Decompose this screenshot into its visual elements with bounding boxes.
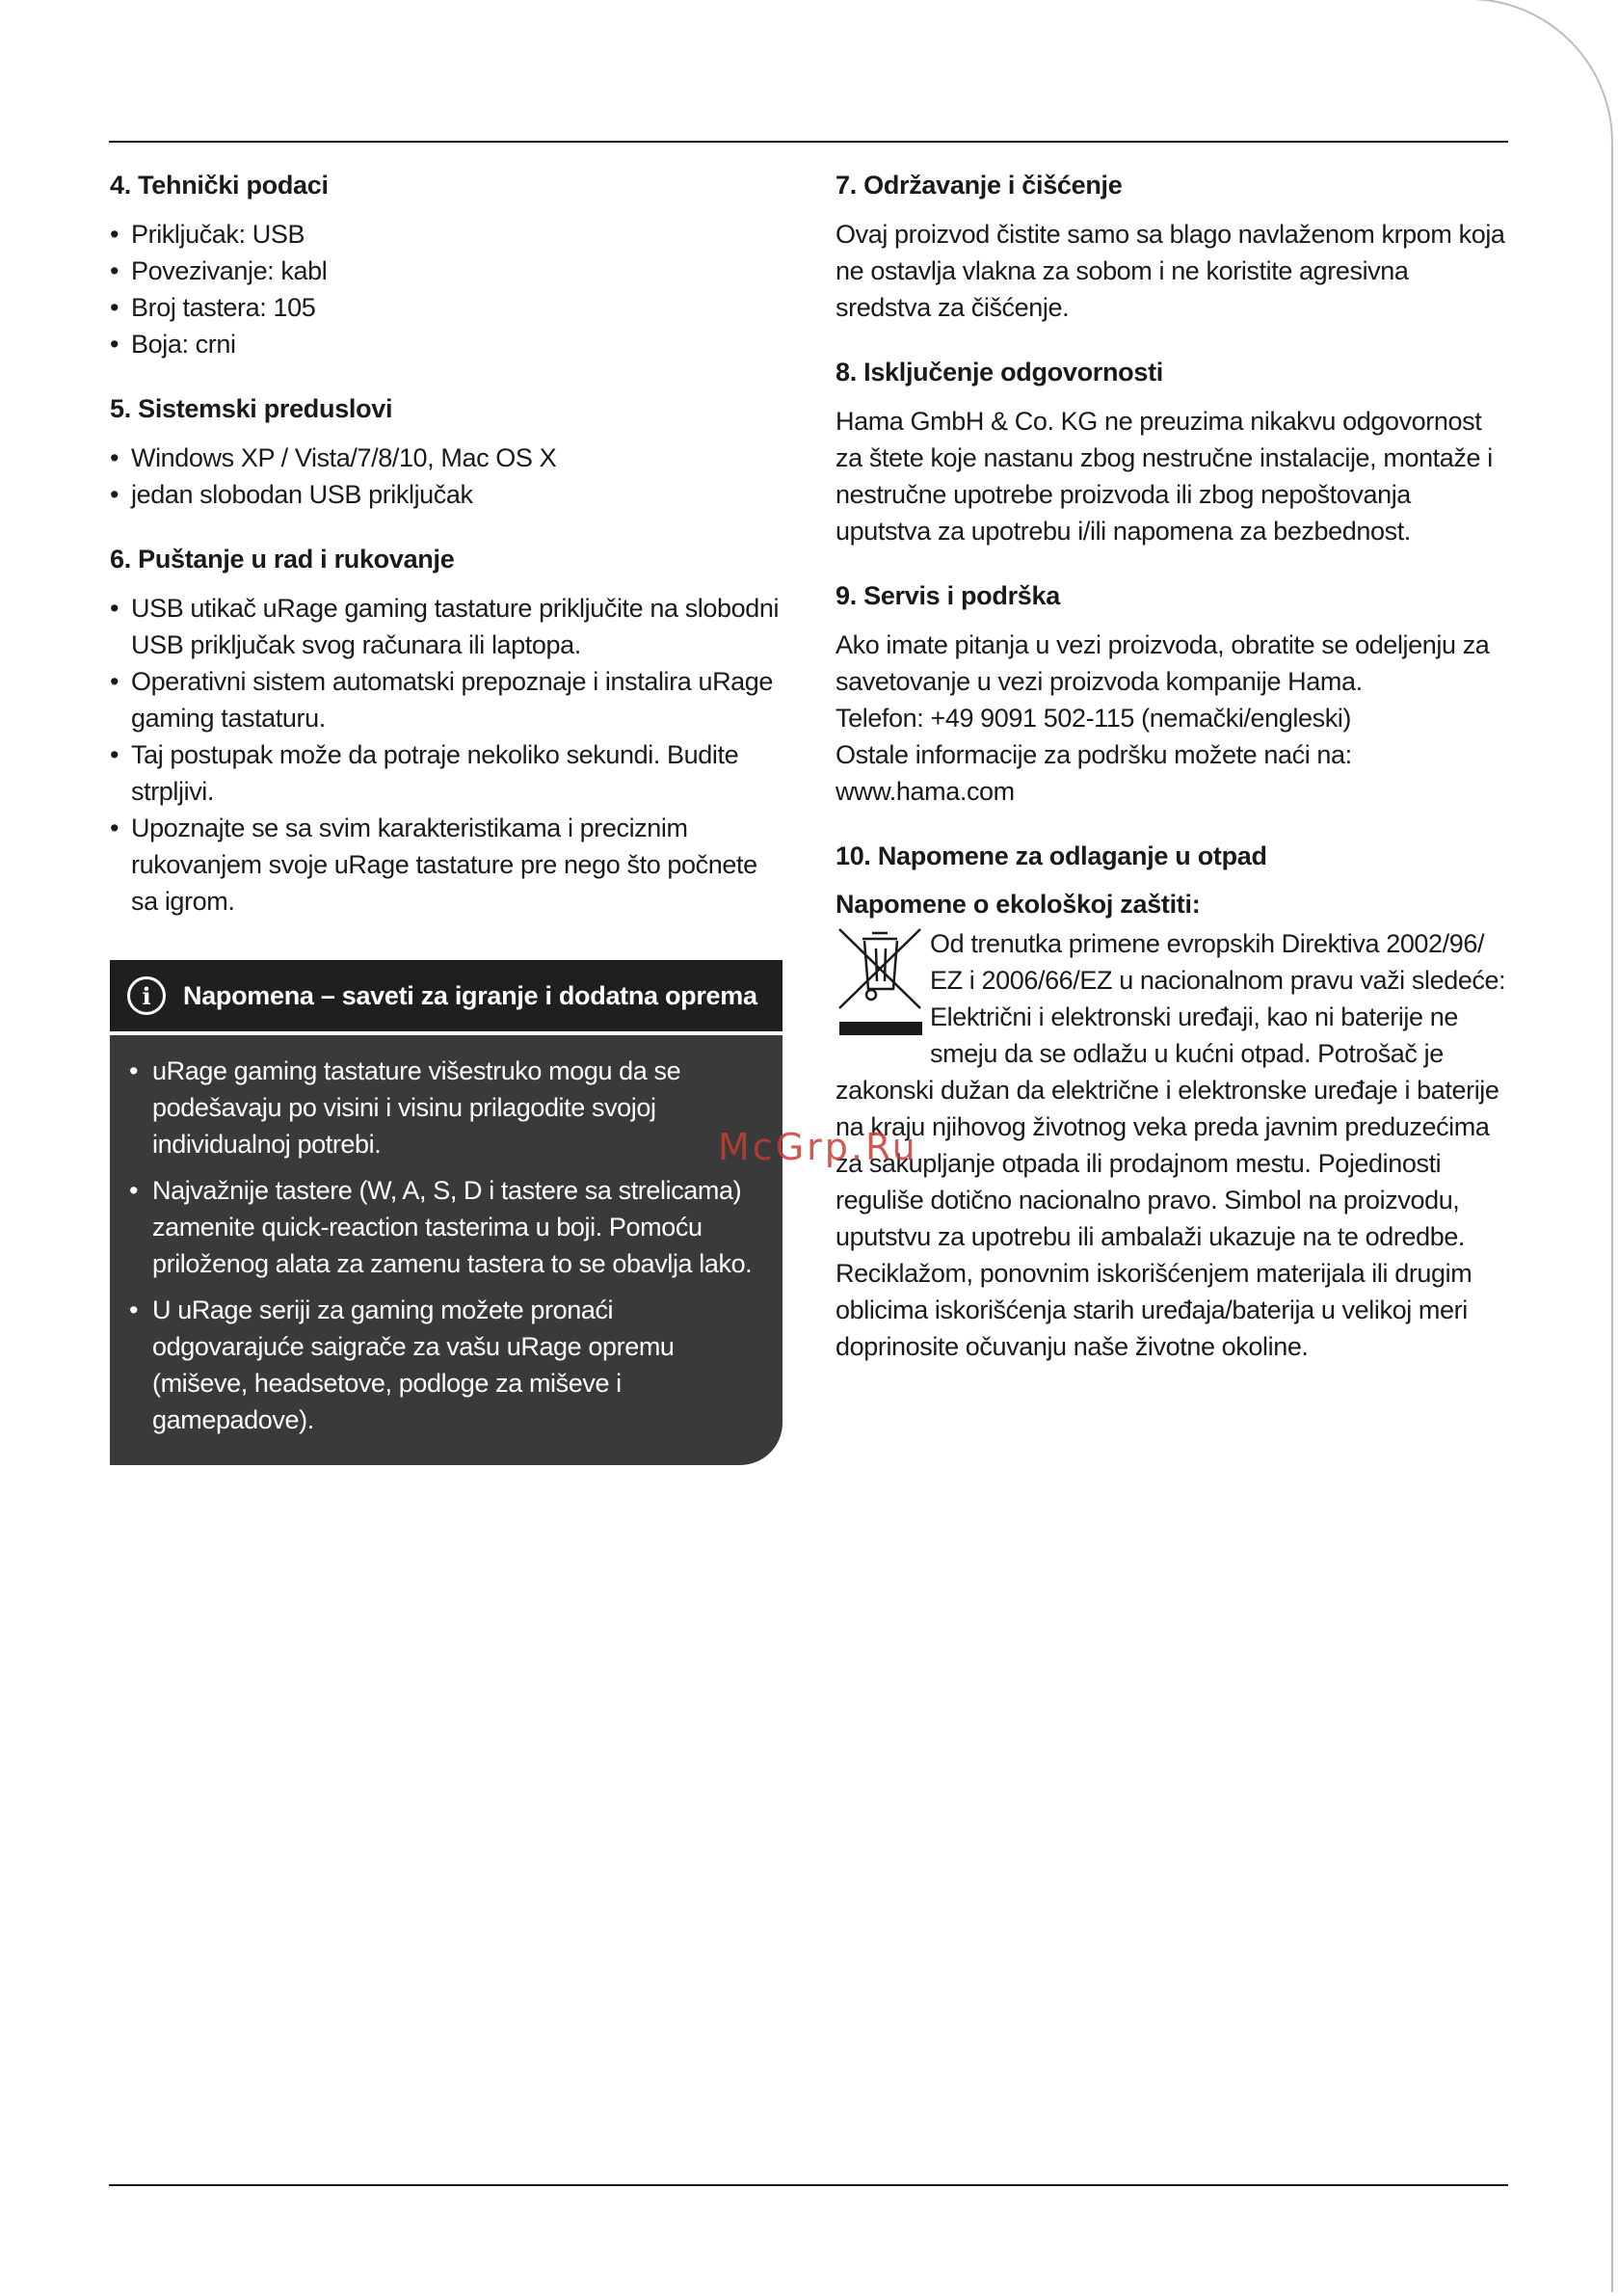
section-title: 7. Održavanje i čišćenje xyxy=(836,171,1123,200)
section-title: 6. Puštanje u rad i rukovanje xyxy=(110,545,455,574)
section-title: 4. Tehnički podaci xyxy=(110,171,329,200)
section-disclaimer xyxy=(836,355,1510,549)
disposal-line: EZ i 2006/66/EZ u nacionalnom pravu važi sledeće: xyxy=(930,966,1506,995)
list-item: • U uRage seriji za gaming možete pronaći odgovarajuće saigrače za vašu uRage opremu (miševe, headsetove, podloge za miševe i gamepadove). xyxy=(129,1292,763,1438)
list-item: • Priključak: USB xyxy=(110,216,784,253)
right-column xyxy=(836,168,1510,1394)
disposal-paragraph: zakonski dužan da električne i elektronske uređaje i baterije na kraju njihovog životnog veka preda javnim preduzećima za sakupljanje otpada ili prodajnom mestu. Pojedinosti reguliše dotično nacionalno pravo. Simbol na proizvodu, uputstvu za upotrebu ili ambalaži ukazuje na te odredbe. Reciklažom, ponovnim iskorišćenjem materijala ili drugim oblicima iskorišćenja starih uređaja/baterija u velikoj meri doprinosite očuvanju naše životne okoline. xyxy=(836,1076,1499,1361)
bullet-list xyxy=(110,590,784,920)
section-technical-data xyxy=(110,168,784,362)
left-column xyxy=(110,168,784,948)
list-item: • Operativni sistem automatski prepoznaje i instalira uRage gaming tastaturu. xyxy=(110,663,784,736)
list-item: • Najvažnije tastere (W, A, S, D i tastere sa strelicama) zamenite quick-reaction tasterima u boji. Pomoću priloženog alata za zamenu tastera to se obavlja lako. xyxy=(129,1172,763,1282)
note-list xyxy=(129,1053,763,1438)
section-operation xyxy=(110,542,784,920)
section-title: 5. Sistemski preduslovi xyxy=(110,394,393,423)
disposal-subtitle: Napomene o ekološkoj zaštiti: xyxy=(836,890,1201,919)
section-maintenance xyxy=(836,168,1510,326)
section-system-requirements xyxy=(110,391,784,513)
list-item: • jedan slobodan USB priključak xyxy=(110,476,784,513)
section-title: 9. Servis i podrška xyxy=(836,581,1060,610)
list-item: • Povezivanje: kabl xyxy=(110,253,784,289)
note-body xyxy=(110,1035,782,1465)
list-item: • Taj postupak može da potraje nekoliko sekundi. Budite strpljivi. xyxy=(110,736,784,810)
info-icon: i xyxy=(127,976,166,1015)
note-title: Napomena – saveti za igranje i dodatna oprema xyxy=(183,980,757,1010)
section-disposal xyxy=(836,839,1510,1365)
crossed-out-wheelie-bin-icon xyxy=(836,925,924,1039)
top-rule xyxy=(109,141,1508,143)
bullet-list xyxy=(110,440,784,513)
list-item: • uRage gaming tastature višestruko mogu da se podešavaju po visini i visinu prilagodite svojoj individualnoj potrebi. xyxy=(129,1053,763,1162)
section-text: Ovaj proizvod čistite samo sa blago navlaženom krpom koja ne ostavlja vlakna za sobom i ne koristite agresivna sredstva za čišćenje. xyxy=(836,220,1505,322)
list-item: • Broj tastera: 105 xyxy=(110,289,784,326)
support-website: www.hama.com xyxy=(836,777,1015,806)
disposal-text-block xyxy=(836,925,1510,1365)
list-item: • Boja: crni xyxy=(110,326,784,362)
section-support xyxy=(836,578,1510,810)
list-item: • USB utikač uRage gaming tastature priključite na slobodni USB priključak svog računara ili laptopa. xyxy=(110,590,784,663)
bottom-rule xyxy=(109,2184,1508,2186)
bullet-list xyxy=(110,216,784,362)
list-item: • Windows XP / Vista/7/8/10, Mac OS X xyxy=(110,440,784,476)
section-title: 8. Isključenje odgovornosti xyxy=(836,358,1163,387)
support-info: Ostale informacije za podršku možete naći na: xyxy=(836,740,1352,769)
section-text: Ako imate pitanja u vezi proizvoda, obratite se odeljenju za savetovanje u vezi proizvoda kompanije Hama. xyxy=(836,630,1490,696)
note-header xyxy=(110,960,782,1031)
section-title: 10. Napomene za odlaganje u otpad xyxy=(836,841,1267,870)
watermark: McGrp.Ru xyxy=(718,1126,918,1168)
disposal-line: Električni i elektronski uređaji, kao ni baterije ne xyxy=(930,1002,1458,1031)
support-phone: Telefon: +49 9091 502-115 (nemački/engleski) xyxy=(836,704,1352,733)
list-item: • Upoznajte se sa svim karakteristikama i preciznim rukovanjem svoje uRage tastature pre nego što počnete sa igrom. xyxy=(110,810,784,920)
disposal-text xyxy=(836,925,1510,1365)
disposal-line: Od trenutka primene evropskih Direktiva 2002/96/ xyxy=(930,929,1485,958)
section-text: Hama GmbH & Co. KG ne preuzima nikakvu odgovornost za štete koje nastanu zbog nestručne instalacije, montaže i nestručne upotrebe proizvoda ili zbog nepoštovanja uputstva za upotrebu i/ili napomena za bezbednost. xyxy=(836,407,1493,546)
disposal-line: smeju da se odlažu u kućni otpad. Potrošač je xyxy=(930,1039,1444,1068)
note-box xyxy=(110,960,782,1465)
